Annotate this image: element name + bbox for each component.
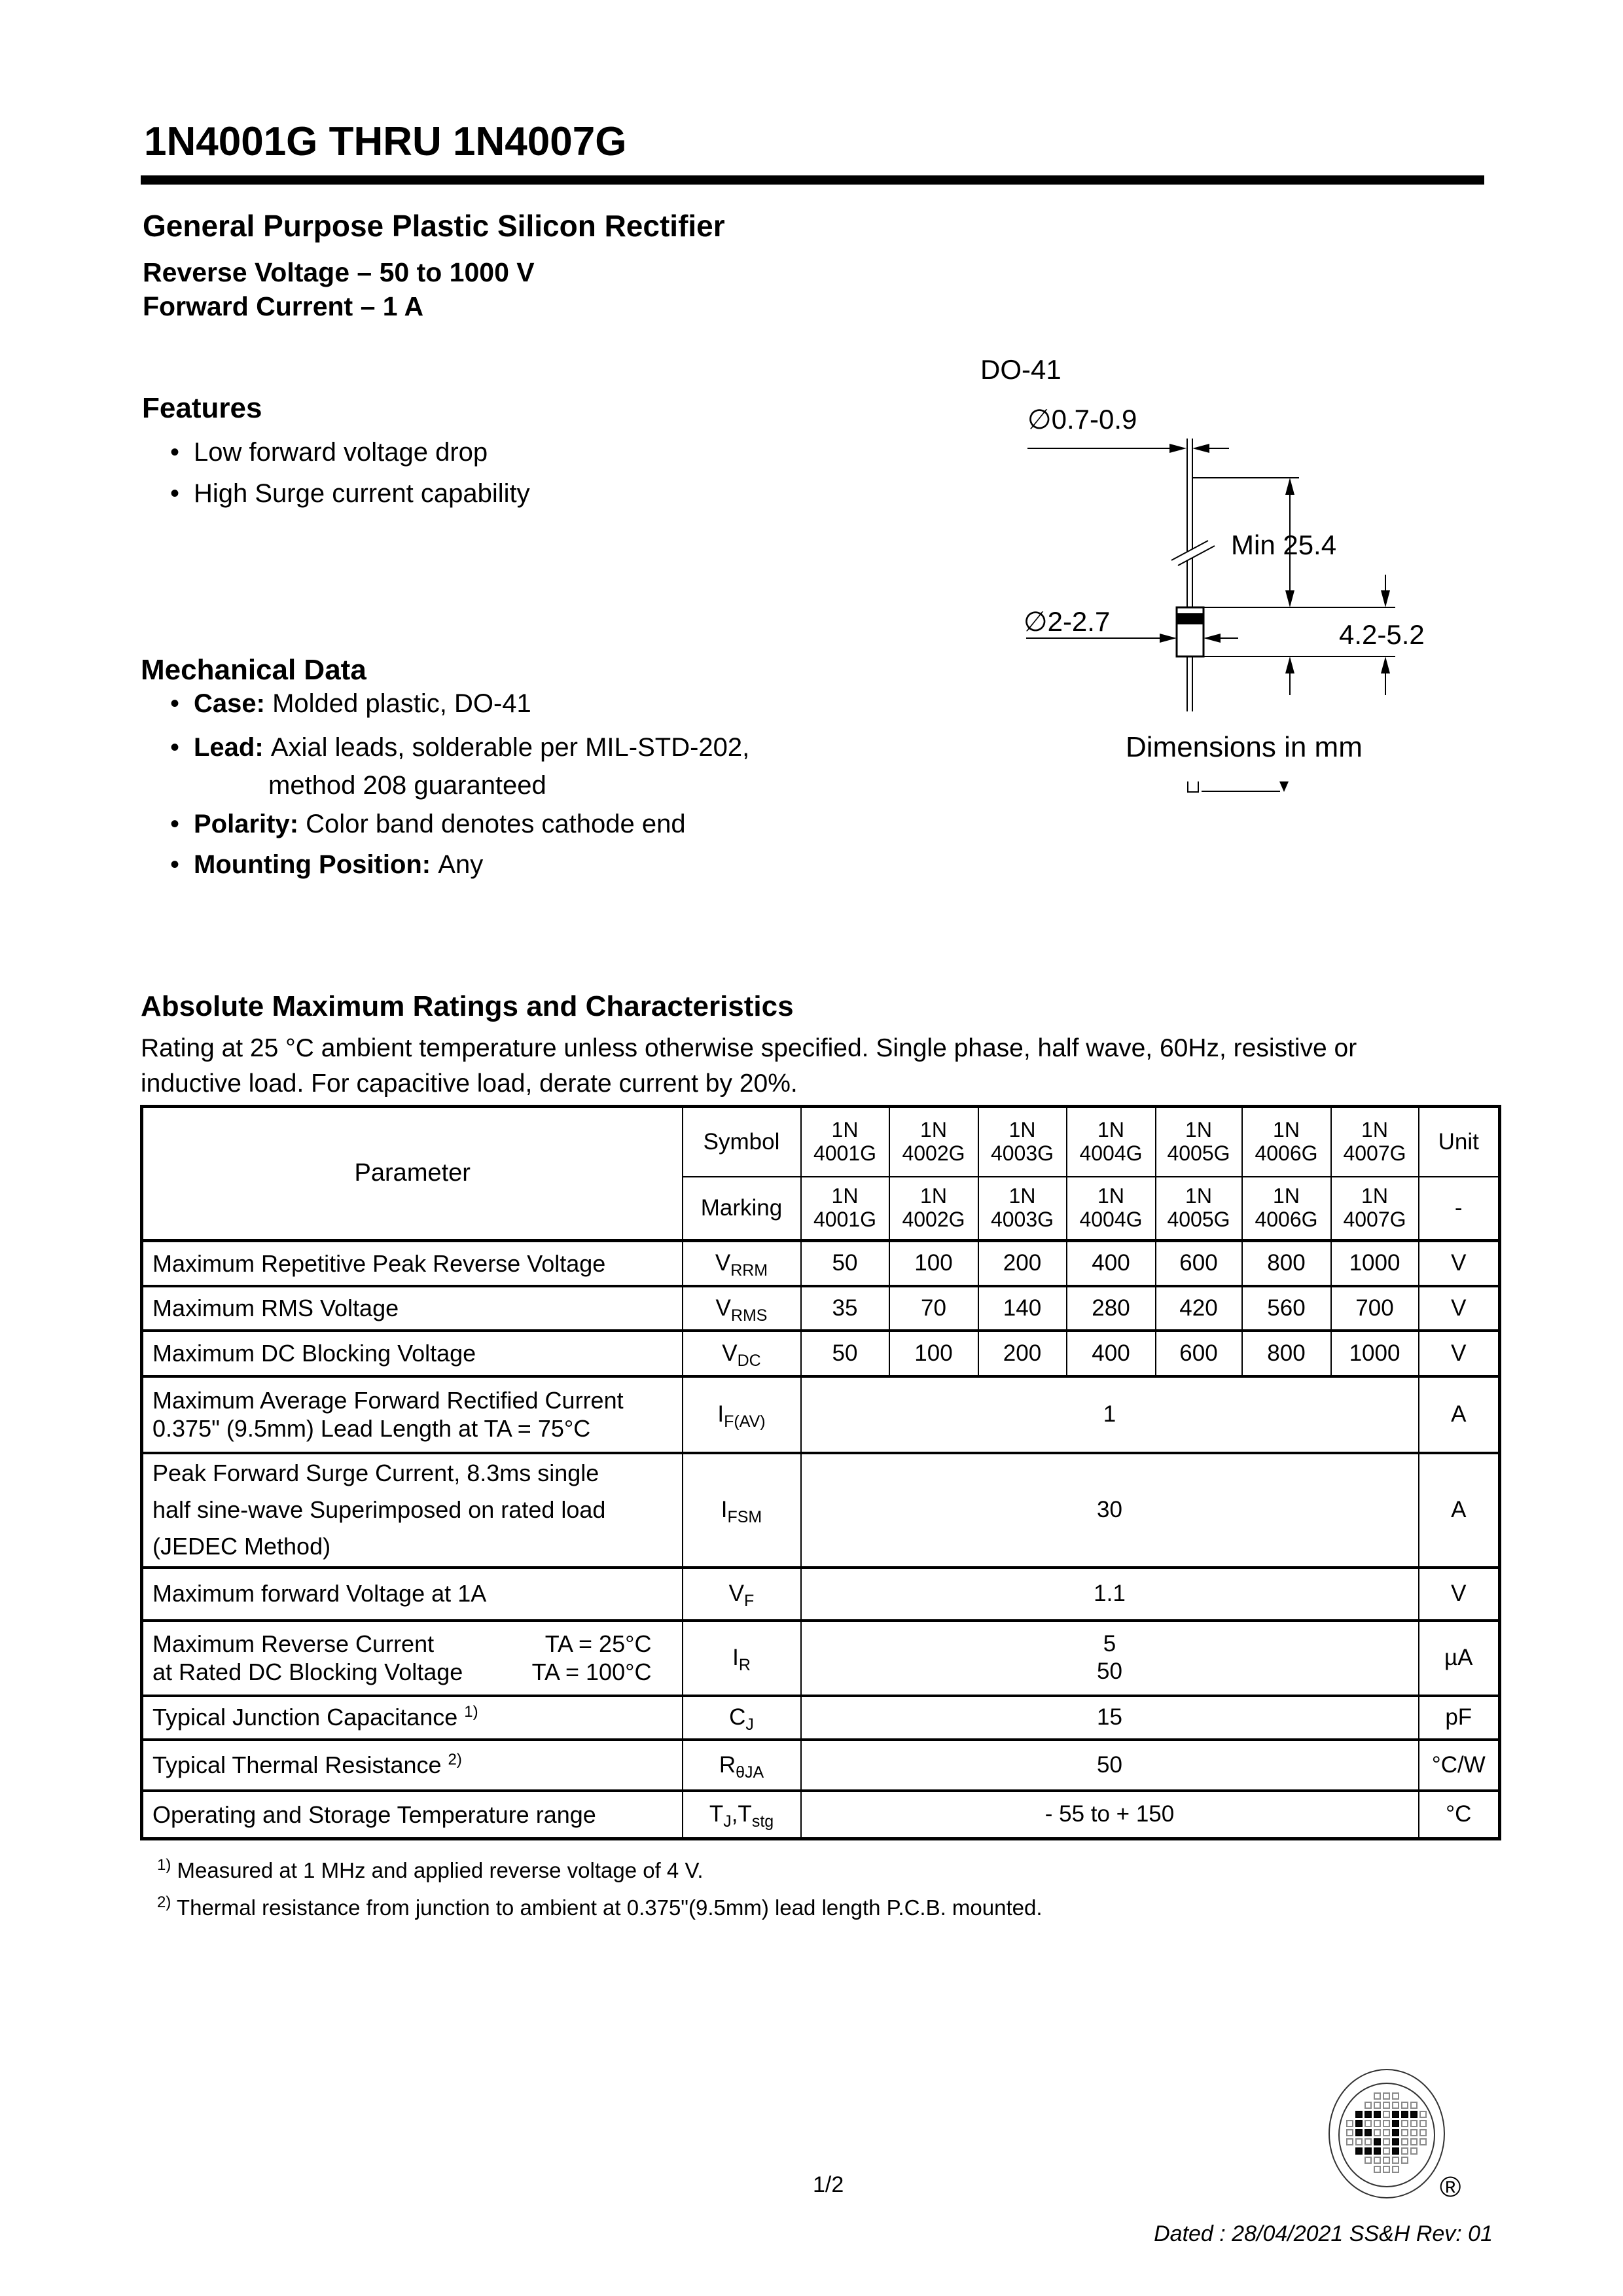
value-cell-span: 1 xyxy=(801,1376,1419,1453)
item-label: Case: xyxy=(194,689,265,718)
logo-dot-filled xyxy=(1392,2120,1399,2127)
mechanical-item-case xyxy=(170,689,531,719)
value-cell: 800 xyxy=(1242,1331,1331,1376)
device-header-cell xyxy=(801,1107,889,1177)
ratings-intro-line2: inductive load. For capacitive load, derate current by 20%. xyxy=(141,1069,798,1098)
mechanical-item-lead-cont: method 208 guaranteed xyxy=(268,771,546,800)
param-cell: Operating and Storage Temperature range xyxy=(142,1791,683,1839)
unit-cell: °C/W xyxy=(1419,1740,1500,1791)
param-line: at Rated DC Blocking Voltage xyxy=(152,1659,463,1685)
condition: TA = 25°C xyxy=(544,1630,652,1657)
logo-dot-filled xyxy=(1392,2129,1399,2136)
device-line2: 4005G xyxy=(1167,1207,1230,1231)
feature-item xyxy=(170,478,530,509)
arrowhead-icon xyxy=(1160,634,1177,643)
table-row-symbol xyxy=(142,1107,1500,1177)
footnote-ref: 1) xyxy=(464,1703,478,1721)
sym-sub: J xyxy=(745,1715,754,1734)
logo-gap xyxy=(1364,2166,1372,2173)
sym-sub: F(AV) xyxy=(724,1412,766,1431)
value-cell-span: 50 xyxy=(801,1740,1419,1791)
value-cell: 70 xyxy=(889,1286,978,1331)
logo-dot-filled xyxy=(1355,2147,1363,2155)
registered-trademark-icon: ® xyxy=(1440,2171,1461,2203)
param-cell: Maximum Repetitive Peak Reverse Voltage xyxy=(142,1241,683,1286)
footnote-text: Thermal resistance from junction to ambient at 0.375"(9.5mm) lead length P.C.B. mounted. xyxy=(176,1895,1043,1920)
device-marking-cell xyxy=(889,1177,978,1241)
logo-dot xyxy=(1364,2157,1372,2164)
ratings-heading: Absolute Maximum Ratings and Characteristics xyxy=(141,990,794,1022)
device-line2: 4004G xyxy=(1079,1141,1143,1165)
symbol-cell xyxy=(683,1453,801,1568)
logo-gap xyxy=(1346,2147,1353,2155)
lead-end-mark xyxy=(1188,781,1198,792)
logo-dot-matrix xyxy=(1346,2092,1429,2175)
logo-gap xyxy=(1419,2157,1427,2164)
footnote-ref: 2) xyxy=(448,1750,462,1768)
footnote-1 xyxy=(157,1856,704,1884)
param-line: Maximum Reverse Current xyxy=(152,1630,435,1657)
value-cell: 600 xyxy=(1156,1241,1242,1286)
sym-main: I xyxy=(717,1401,724,1427)
device-line1: 1N xyxy=(1273,1183,1300,1208)
value-line: 5 xyxy=(1103,1631,1116,1657)
sym-sub: RMS xyxy=(730,1306,768,1325)
logo-gap xyxy=(1364,2092,1372,2100)
logo-dot-filled xyxy=(1355,2111,1363,2118)
value-cell: 420 xyxy=(1156,1286,1242,1331)
symbol-cell xyxy=(683,1621,801,1696)
value-cell: 100 xyxy=(889,1241,978,1286)
value-cell-span xyxy=(801,1621,1419,1696)
unit-cell: V xyxy=(1419,1241,1500,1286)
device-header-cell xyxy=(978,1107,1067,1177)
device-line1: 1N xyxy=(1361,1183,1388,1208)
value-cell: 1000 xyxy=(1331,1241,1419,1286)
bullet-icon: • xyxy=(170,689,180,718)
body-length-label: 4.2-5.2 xyxy=(1339,619,1425,650)
logo-dot xyxy=(1401,2147,1408,2155)
feature-text: Low forward voltage drop xyxy=(194,438,488,467)
value-cell: 200 xyxy=(978,1241,1067,1286)
logo-dot xyxy=(1346,2129,1353,2136)
param-line: half sine-wave Superimposed on rated load xyxy=(152,1496,606,1524)
value-cell: 1000 xyxy=(1331,1331,1419,1376)
param-cell: Maximum RMS Voltage xyxy=(142,1286,683,1331)
logo-dot xyxy=(1419,2120,1427,2127)
logo-dot xyxy=(1383,2120,1390,2127)
value-cell: 800 xyxy=(1242,1241,1331,1286)
device-line1: 1N xyxy=(1008,1183,1036,1208)
device-marking-cell xyxy=(801,1177,889,1241)
device-header-cell xyxy=(889,1107,978,1177)
footnote-text: Measured at 1 MHz and applied reverse voltage of 4 V. xyxy=(177,1858,704,1882)
param-line: Maximum Average Forward Rectified Current xyxy=(152,1386,624,1414)
param-cell xyxy=(142,1696,683,1740)
param-cell: Maximum DC Blocking Voltage xyxy=(142,1331,683,1376)
logo-gap xyxy=(1419,2092,1427,2100)
unit-cell: °C xyxy=(1419,1791,1500,1839)
table-row-rthja xyxy=(142,1740,1500,1791)
logo-dot xyxy=(1401,2138,1408,2145)
logo-gap xyxy=(1419,2147,1427,2155)
logo-dot xyxy=(1374,2157,1381,2164)
logo-dot xyxy=(1383,2129,1390,2136)
cathode-band xyxy=(1177,613,1204,624)
device-line2: 4001G xyxy=(813,1141,877,1165)
logo-gap xyxy=(1355,2157,1363,2164)
logo-dot xyxy=(1419,2111,1427,2118)
table-row-vrms xyxy=(142,1286,1500,1331)
device-line2: 4002G xyxy=(902,1141,965,1165)
logo-dot xyxy=(1401,2102,1408,2109)
feature-item xyxy=(170,437,488,467)
value-line: 50 xyxy=(1097,1659,1122,1684)
device-line1: 1N xyxy=(1273,1117,1300,1141)
logo-dot xyxy=(1392,2166,1399,2173)
sym-main: V xyxy=(715,1295,731,1321)
param-cell xyxy=(142,1453,683,1568)
symbol-cell xyxy=(683,1791,801,1839)
mechanical-item-polarity xyxy=(170,809,686,839)
logo-dot xyxy=(1374,2166,1381,2173)
value-cell: 560 xyxy=(1242,1286,1331,1331)
logo-dot xyxy=(1410,2129,1418,2136)
unit-cell: V xyxy=(1419,1331,1500,1376)
sym-main: C xyxy=(729,1704,746,1730)
logo-dot xyxy=(1364,2138,1372,2145)
sym-sub: DC xyxy=(737,1351,761,1370)
table-row-ir xyxy=(142,1621,1500,1696)
logo-dot xyxy=(1346,2120,1353,2127)
logo-gap xyxy=(1401,2166,1408,2173)
device-line2: 4003G xyxy=(990,1207,1054,1231)
arrowhead-icon xyxy=(1381,656,1390,673)
unit-cell: pF xyxy=(1419,1696,1500,1740)
marking-unit-cell: - xyxy=(1419,1177,1500,1241)
logo-gap xyxy=(1346,2092,1353,2100)
device-header-cell xyxy=(1242,1107,1331,1177)
logo-dot xyxy=(1401,2129,1408,2136)
logo-dot xyxy=(1410,2102,1418,2109)
item-label: Mounting Position: xyxy=(194,850,431,879)
bullet-icon: • xyxy=(170,810,180,838)
package-name: DO-41 xyxy=(980,354,1061,385)
device-line1: 1N xyxy=(1185,1183,1212,1208)
param-header-cell: Parameter xyxy=(142,1107,683,1241)
value-cell-span: 30 xyxy=(801,1453,1419,1568)
logo-dot xyxy=(1392,2092,1399,2100)
item-text: Molded plastic, DO-41 xyxy=(272,689,531,718)
logo-dot-filled xyxy=(1364,2147,1372,2155)
param-cell xyxy=(142,1376,683,1453)
symbol-cell xyxy=(683,1376,801,1453)
logo-dot xyxy=(1364,2102,1372,2109)
logo-dot xyxy=(1401,2157,1408,2164)
device-header-cell xyxy=(1156,1107,1242,1177)
logo-dot xyxy=(1392,2102,1399,2109)
value-cell: 200 xyxy=(978,1331,1067,1376)
sym-sub: θJA xyxy=(736,1763,764,1782)
logo-dot xyxy=(1383,2138,1390,2145)
condition: TA = 100°C xyxy=(531,1659,652,1685)
symbol-cell xyxy=(683,1696,801,1740)
logo-gap xyxy=(1346,2157,1353,2164)
logo-dot xyxy=(1374,2102,1381,2109)
logo-dot-filled xyxy=(1392,2138,1399,2145)
device-line1: 1N xyxy=(831,1117,859,1141)
arrowhead-icon xyxy=(1169,444,1186,453)
item-text: Axial leads, solderable per MIL-STD-202, xyxy=(270,733,750,762)
sym-sub: RRM xyxy=(730,1261,768,1280)
logo-dot xyxy=(1374,2129,1381,2136)
logo-dot xyxy=(1419,2138,1427,2145)
device-marking-cell xyxy=(1242,1177,1331,1241)
sym-main: R xyxy=(719,1751,736,1778)
unit-cell: V xyxy=(1419,1568,1500,1621)
table-row-temp xyxy=(142,1791,1500,1839)
logo-dot xyxy=(1355,2138,1363,2145)
device-line1: 1N xyxy=(1185,1117,1212,1141)
symbol-cell xyxy=(683,1568,801,1621)
item-text: Any xyxy=(438,850,484,879)
features-heading: Features xyxy=(142,392,262,424)
value-cell: 35 xyxy=(801,1286,889,1331)
value-cell: 50 xyxy=(801,1241,889,1286)
sym-sub: F xyxy=(744,1592,755,1610)
sym-sub: R xyxy=(738,1656,751,1674)
value-cell: 280 xyxy=(1067,1286,1156,1331)
marking-header-cell: Marking xyxy=(683,1177,801,1241)
sym-main: V xyxy=(715,1250,731,1276)
value-cell: 100 xyxy=(889,1331,978,1376)
param-cell xyxy=(142,1621,683,1696)
lead-length-label: Min 25.4 xyxy=(1231,529,1337,560)
param-line: Peak Forward Surge Current, 8.3ms single xyxy=(152,1460,599,1487)
table-row-ifav xyxy=(142,1376,1500,1453)
arrowhead-icon xyxy=(1285,590,1294,607)
param-text: Typical Thermal Resistance xyxy=(152,1751,442,1778)
footnote-marker: 1) xyxy=(157,1856,171,1874)
feature-text: High Surge current capability xyxy=(194,479,530,508)
table-row-vf xyxy=(142,1568,1500,1621)
item-label: Polarity: xyxy=(194,810,299,838)
body-diameter-label: ∅2-2.7 xyxy=(1024,606,1111,637)
subtitle: General Purpose Plastic Silicon Rectifier xyxy=(143,209,725,243)
logo-gap xyxy=(1355,2092,1363,2100)
device-line1: 1N xyxy=(1097,1117,1124,1141)
logo-dot-filled xyxy=(1374,2111,1381,2118)
sym-sub: J xyxy=(723,1812,732,1831)
sym-main: ,T xyxy=(731,1801,752,1827)
logo-dot xyxy=(1401,2120,1408,2127)
logo-dot xyxy=(1383,2111,1390,2118)
unit-header-cell: Unit xyxy=(1419,1107,1500,1177)
sym-main: V xyxy=(722,1340,738,1366)
bullet-icon: • xyxy=(170,438,180,467)
logo-gap xyxy=(1355,2102,1363,2109)
logo-gap xyxy=(1410,2157,1418,2164)
value-cell-span: 15 xyxy=(801,1696,1419,1740)
logo-dot xyxy=(1374,2092,1381,2100)
logo-gap xyxy=(1355,2166,1363,2173)
arrowhead-icon xyxy=(1285,478,1294,495)
mechanical-item-lead xyxy=(170,732,749,762)
unit-cell: µA xyxy=(1419,1621,1500,1696)
forward-current-line: Forward Current – 1 A xyxy=(143,291,424,321)
symbol-cell xyxy=(683,1331,801,1376)
param-line: (JEDEC Method) xyxy=(152,1532,331,1560)
logo-gap xyxy=(1346,2102,1353,2109)
sym-sub: FSM xyxy=(727,1508,762,1526)
logo-dot xyxy=(1410,2147,1418,2155)
logo-gap xyxy=(1419,2166,1427,2173)
value-cell: 400 xyxy=(1067,1331,1156,1376)
device-line2: 4007G xyxy=(1343,1207,1406,1231)
logo-dot-filled xyxy=(1355,2120,1363,2127)
device-header-cell xyxy=(1067,1107,1156,1177)
param-text: Typical Junction Capacitance xyxy=(152,1704,458,1731)
item-text: Color band denotes cathode end xyxy=(306,810,686,838)
device-line2: 4005G xyxy=(1167,1141,1230,1165)
logo-dot-filled xyxy=(1392,2111,1399,2118)
device-marking-cell xyxy=(978,1177,1067,1241)
arrowhead-icon xyxy=(1192,444,1209,453)
item-label: Lead: xyxy=(194,733,264,762)
logo-gap xyxy=(1401,2092,1408,2100)
table-row-cj xyxy=(142,1696,1500,1740)
logo-dot xyxy=(1346,2138,1353,2145)
bullet-icon: • xyxy=(170,850,180,879)
table-row-vrrm xyxy=(142,1241,1500,1286)
logo-dot xyxy=(1383,2147,1390,2155)
dimensions-note: Dimensions in mm xyxy=(1126,731,1363,763)
footnote-2 xyxy=(157,1893,1043,1921)
device-line2: 4004G xyxy=(1079,1207,1143,1231)
sym-sub: stg xyxy=(751,1812,774,1831)
logo-dot-filled xyxy=(1374,2147,1381,2155)
value-cell: 600 xyxy=(1156,1331,1242,1376)
logo-gap xyxy=(1346,2111,1353,2118)
sym-main: V xyxy=(728,1581,745,1606)
symbol-header-cell: Symbol xyxy=(683,1107,801,1177)
device-line1: 1N xyxy=(1361,1117,1388,1141)
param-cell xyxy=(142,1740,683,1791)
value-cell: 400 xyxy=(1067,1241,1156,1286)
ratings-intro-line1: Rating at 25 °C ambient temperature unless otherwise specified. Single phase, half wave, 60Hz, resistive or xyxy=(141,1034,1357,1062)
ratings-table xyxy=(140,1105,1501,1840)
device-marking-cell xyxy=(1067,1177,1156,1241)
logo-dot xyxy=(1383,2102,1390,2109)
device-line2: 4001G xyxy=(813,1207,877,1231)
logo-dot xyxy=(1383,2092,1390,2100)
device-line2: 4006G xyxy=(1255,1207,1318,1231)
sym-main: T xyxy=(709,1801,724,1827)
logo-dot xyxy=(1374,2120,1381,2127)
device-line1: 1N xyxy=(920,1117,947,1141)
package-outline-diagram xyxy=(1008,367,1518,812)
device-line2: 4002G xyxy=(902,1207,965,1231)
unit-cell: V xyxy=(1419,1286,1500,1331)
value-cell-span: 1.1 xyxy=(801,1568,1419,1621)
sym-main: I xyxy=(721,1497,728,1522)
logo-gap xyxy=(1346,2166,1353,2173)
device-header-cell xyxy=(1331,1107,1419,1177)
param-cell: Maximum forward Voltage at 1A xyxy=(142,1568,683,1621)
footnote-marker: 2) xyxy=(157,1893,171,1911)
arrowhead-icon xyxy=(1381,590,1390,607)
logo-dot-filled xyxy=(1364,2111,1372,2118)
logo-dot-filled xyxy=(1410,2111,1418,2118)
symbol-cell xyxy=(683,1740,801,1791)
unit-cell: A xyxy=(1419,1453,1500,1568)
bullet-icon: • xyxy=(170,733,180,762)
value-cell: 140 xyxy=(978,1286,1067,1331)
logo-dot-filled xyxy=(1355,2129,1363,2136)
lead-diameter-label: ∅0.7-0.9 xyxy=(1027,404,1137,435)
device-line1: 1N xyxy=(920,1183,947,1208)
logo-dot xyxy=(1392,2157,1399,2164)
arrowhead-icon xyxy=(1285,656,1294,673)
arrowhead-icon xyxy=(1279,781,1289,792)
logo-gap xyxy=(1410,2166,1418,2173)
page-number: 1/2 xyxy=(813,2172,844,2197)
symbol-cell xyxy=(683,1241,801,1286)
logo-dot xyxy=(1383,2166,1390,2173)
device-line2: 4003G xyxy=(990,1141,1054,1165)
logo-dot xyxy=(1383,2157,1390,2164)
page-title: 1N4001G THRU 1N4007G xyxy=(144,119,627,164)
value-cell: 50 xyxy=(801,1331,889,1376)
logo-dot xyxy=(1364,2120,1372,2127)
device-line2: 4006G xyxy=(1255,1141,1318,1165)
title-divider xyxy=(141,175,1484,185)
reverse-voltage-line: Reverse Voltage – 50 to 1000 V xyxy=(143,257,535,287)
bullet-icon: • xyxy=(170,479,180,508)
table-row-ifsm xyxy=(142,1453,1500,1568)
logo-dot xyxy=(1410,2138,1418,2145)
value-cell: 700 xyxy=(1331,1286,1419,1331)
device-line1: 1N xyxy=(1008,1117,1036,1141)
logo-dot-filled xyxy=(1374,2138,1381,2145)
device-line2: 4007G xyxy=(1343,1141,1406,1165)
logo-dot-filled xyxy=(1392,2147,1399,2155)
unit-cell: A xyxy=(1419,1376,1500,1453)
mechanical-item-mounting xyxy=(170,850,483,880)
device-marking-cell xyxy=(1156,1177,1242,1241)
logo-dot-filled xyxy=(1364,2129,1372,2136)
logo-gap xyxy=(1419,2102,1427,2109)
device-line1: 1N xyxy=(831,1183,859,1208)
device-marking-cell xyxy=(1331,1177,1419,1241)
device-line1: 1N xyxy=(1097,1183,1124,1208)
mechanical-heading: Mechanical Data xyxy=(141,654,366,686)
arrowhead-icon xyxy=(1204,634,1221,643)
symbol-cell xyxy=(683,1286,801,1331)
logo-dot xyxy=(1419,2129,1427,2136)
logo-dot xyxy=(1410,2120,1418,2127)
param-line: 0.375" (9.5mm) Lead Length at TA = 75°C xyxy=(152,1415,591,1442)
logo-dot-filled xyxy=(1401,2111,1408,2118)
sym-main: I xyxy=(732,1645,739,1670)
table-row-vdc xyxy=(142,1331,1500,1376)
dated-revision-line: Dated : 28/04/2021 SS&H Rev: 01 xyxy=(1154,2221,1493,2246)
logo-gap xyxy=(1410,2092,1418,2100)
value-cell-span: - 55 to + 150 xyxy=(801,1791,1419,1839)
